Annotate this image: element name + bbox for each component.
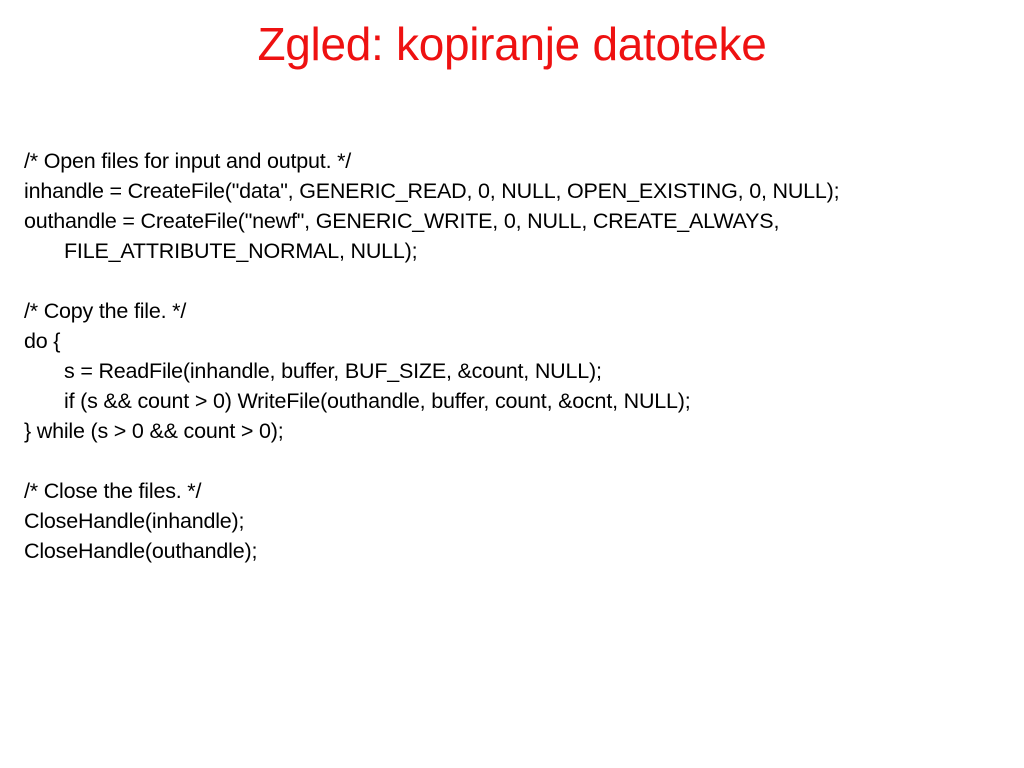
code-line-outhandle-continued: FILE_ATTRIBUTE_NORMAL, NULL);	[64, 239, 418, 263]
code-line-close-outhandle: CloseHandle(outhandle);	[24, 539, 258, 563]
code-line-readfile: s = ReadFile(inhandle, buffer, BUF_SIZE, &count, NULL);	[64, 359, 602, 383]
slide-title: Zgled: kopiranje datoteke	[257, 18, 767, 70]
code-blank-line	[24, 446, 1014, 476]
code-blank-line	[24, 266, 1014, 296]
code-line-outhandle: outhandle = CreateFile("newf", GENERIC_WRITE, 0, NULL, CREATE_ALWAYS,	[24, 209, 780, 233]
code-comment-copy-file: /* Copy the file. */	[24, 299, 187, 323]
code-comment-close-files: /* Close the files. */	[24, 479, 202, 503]
code-line-writefile: if (s && count > 0) WriteFile(outhandle, buffer, count, &ocnt, NULL);	[64, 389, 691, 413]
code-line-close-inhandle: CloseHandle(inhandle);	[24, 509, 245, 533]
code-line-do: do {	[24, 329, 61, 353]
code-line-while: } while (s > 0 && count > 0);	[24, 419, 284, 443]
code-line-inhandle: inhandle = CreateFile("data", GENERIC_READ, 0, NULL, OPEN_EXISTING, 0, NULL);	[24, 179, 840, 203]
code-comment-open-files: /* Open files for input and output. */	[24, 149, 352, 173]
code-block	[24, 146, 1014, 566]
